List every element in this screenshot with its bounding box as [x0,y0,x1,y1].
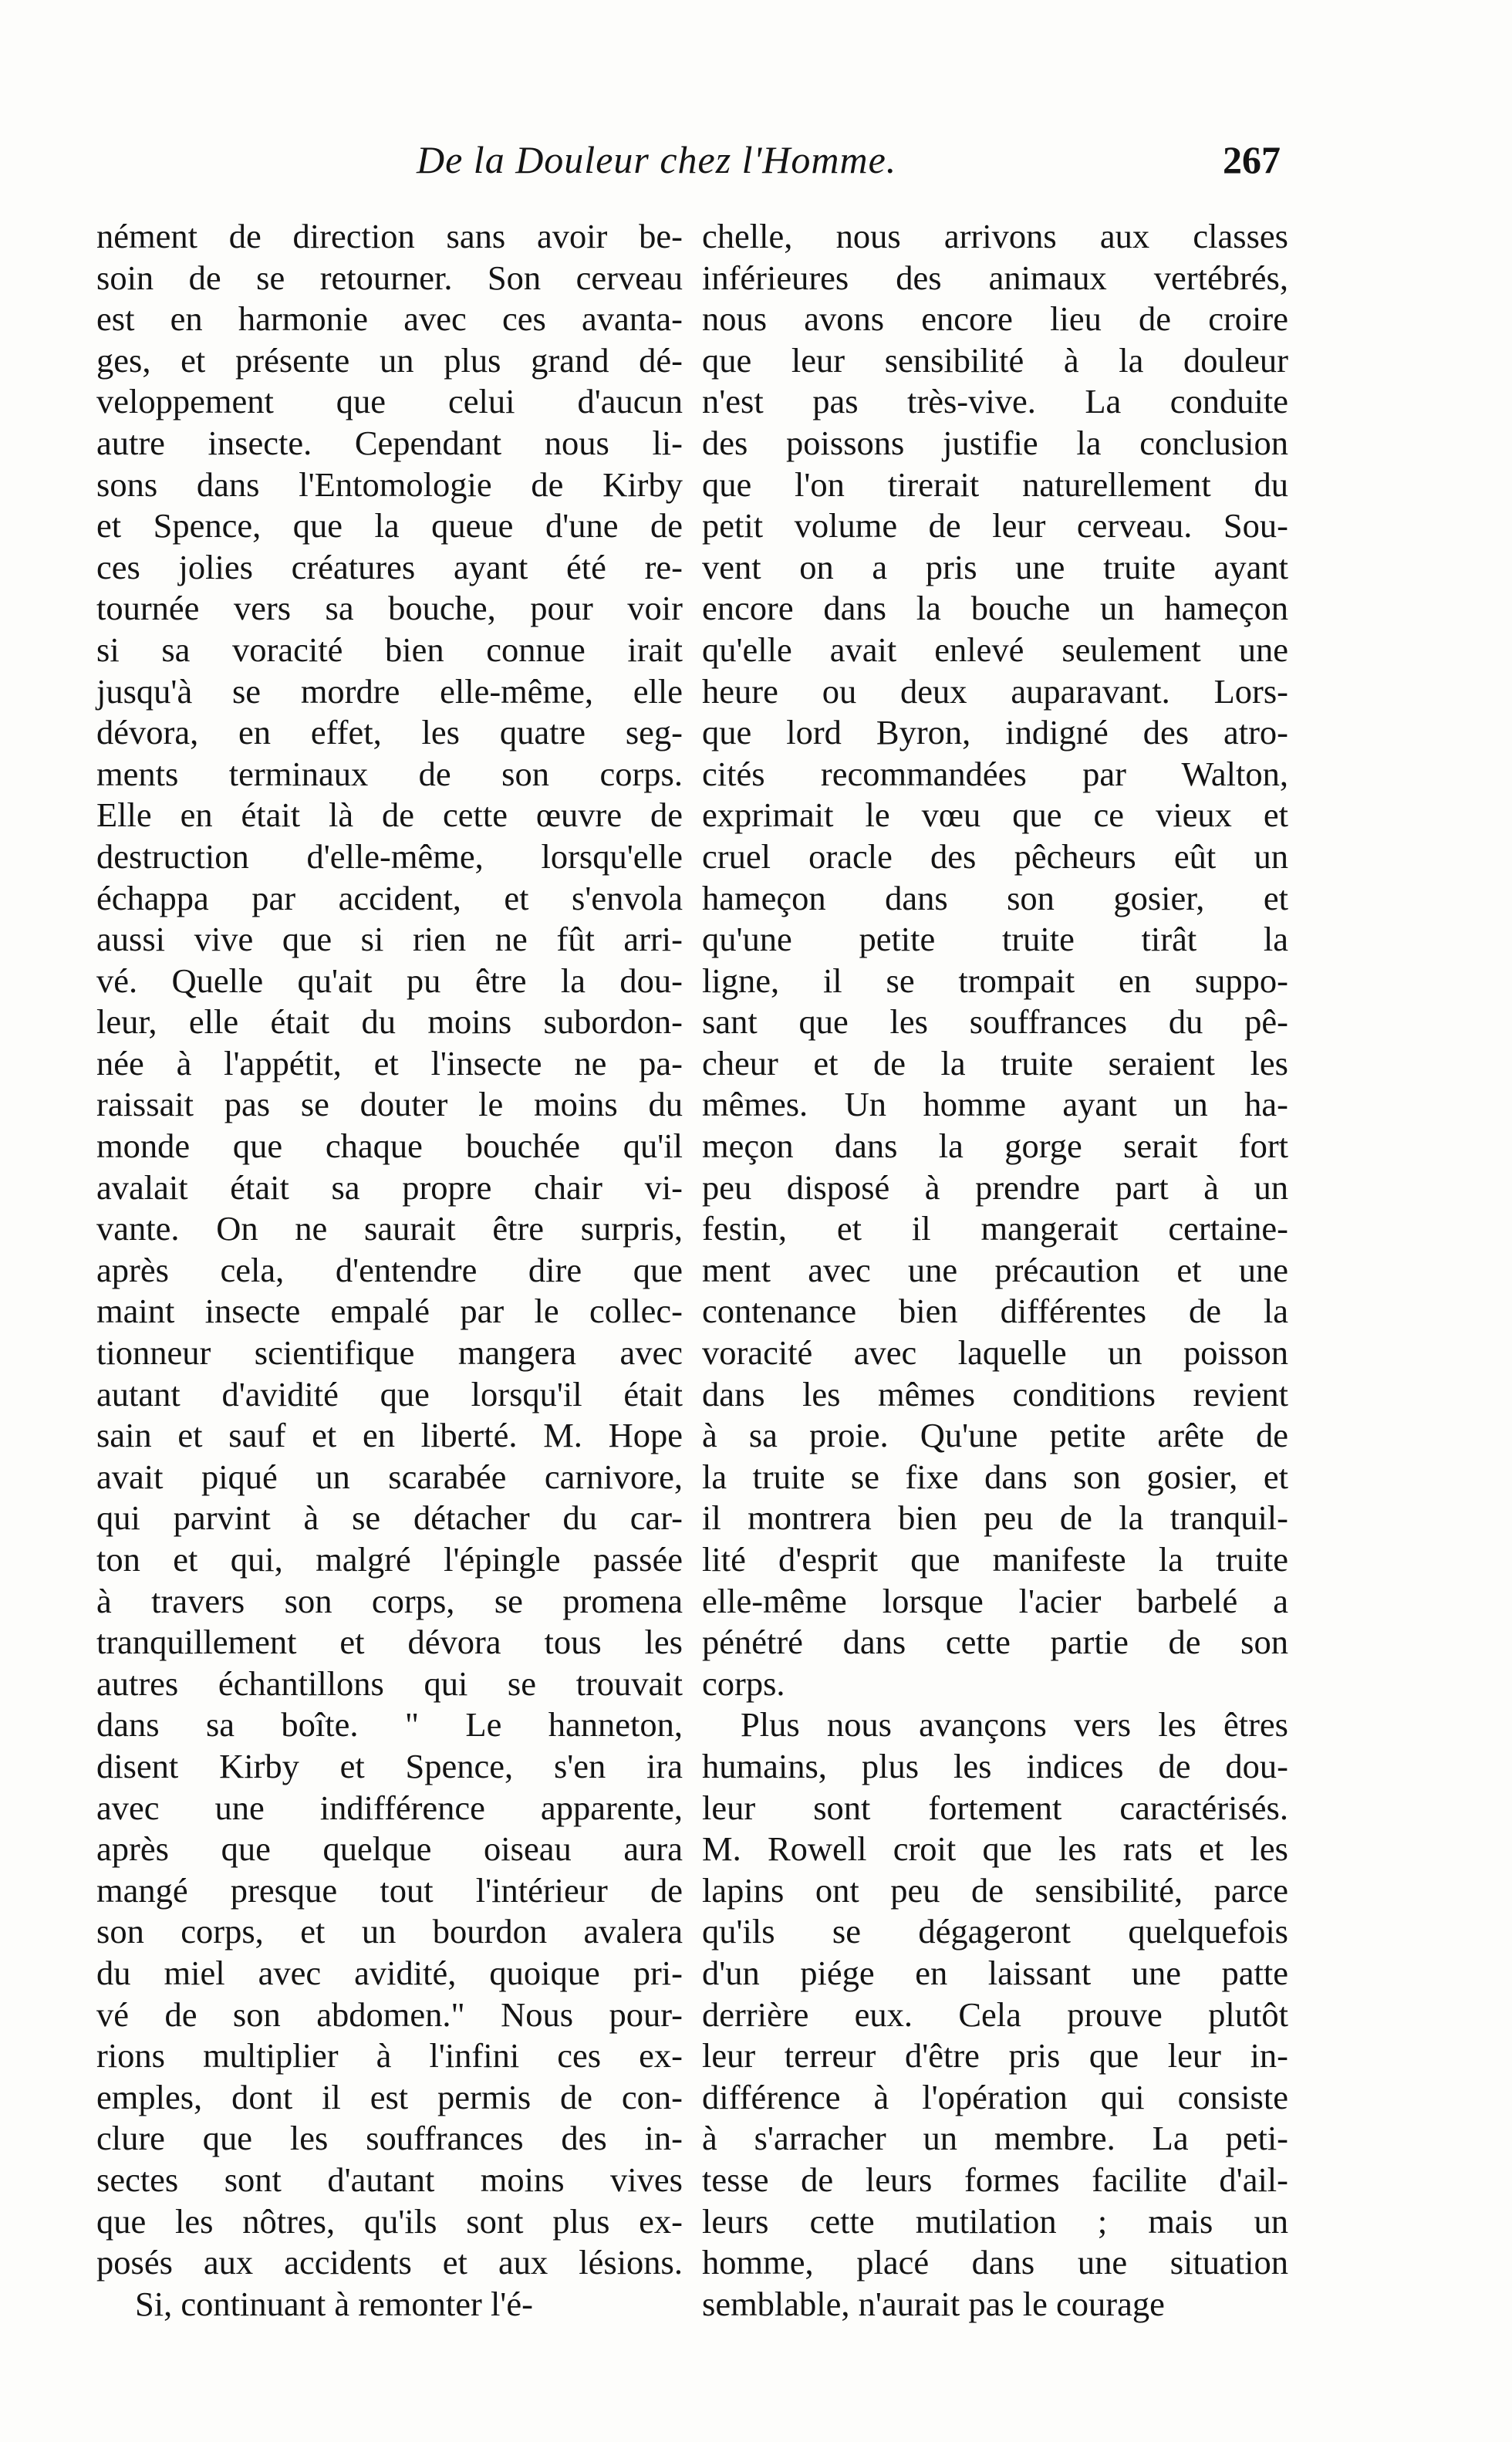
text-line: cités recommandées par Walton, [702,754,1288,793]
text-line: échappa par accident, et s'envola [96,878,683,917]
text-line: que lord Byron, indigné des atro- [702,713,1288,752]
text-line: la truite se fixe dans son gosier, et [702,1457,1288,1496]
text-line: tranquillement et dévora tous les [96,1623,683,1662]
text-line: avalait était sa propre chair vi- [96,1167,683,1207]
text-line: homme, placé dans une situation [702,2243,1288,2282]
text-line: que les nôtres, qu'ils sont plus ex- [96,2201,683,2241]
text-line: tionneur scientifique mangera avec [96,1333,683,1373]
text-line: est en harmonie avec ces avanta- [96,299,683,339]
text-line: autant d'avidité que lorsqu'il était [96,1374,683,1414]
text-line: petit volume de leur cerveau. Sou- [702,506,1288,545]
text-line: après cela, d'entendre dire que [96,1250,683,1289]
text-line: nous avons encore lieu de croire [702,299,1288,339]
text-line: posés aux accidents et aux lésions. [96,2243,683,2282]
text-line: Si, continuant à remonter l'é- [135,2284,533,2323]
text-line: sain et sauf et en liberté. M. Hope [96,1416,683,1455]
text-line: ment avec une précaution et une [702,1250,1288,1289]
text-line: ligne, il se trompait en suppo- [702,961,1288,1000]
text-line: voracité avec laquelle un poisson [702,1333,1288,1373]
text-line: qui parvint à se détacher du car- [96,1498,683,1538]
text-line: exprimait le vœu que ce vieux et [702,795,1288,835]
text-line: sectes sont d'autant moins vives [96,2160,683,2199]
running-title: De la Douleur chez l'Homme. [417,138,897,181]
text-line: monde que chaque bouchée qu'il [96,1126,683,1166]
right-text-column [702,216,1288,2325]
text-line: humains, plus les indices de dou- [702,1746,1288,1785]
text-line: disent Kirby et Spence, s'en ira [96,1746,683,1785]
page-header [417,137,1281,199]
text-line: jusqu'à se mordre elle-même, elle [96,671,683,711]
text-line: sons dans l'Entomologie de Kirby [96,464,683,504]
text-line: inférieures des animaux vertébrés, [702,258,1288,297]
text-line: vante. On ne saurait être surpris, [96,1209,683,1248]
text-line: ton et qui, malgré l'épingle passée [96,1540,683,1579]
text-line: emples, dont il est permis de con- [96,2077,683,2116]
text-line: avait piqué un scarabée carnivore, [96,1457,683,1496]
text-line: il montrera bien peu de la tranquil- [702,1498,1288,1538]
text-line: clure que les souffrances des in- [96,2119,683,2158]
text-line: hameçon dans son gosier, et [702,878,1288,917]
text-line: raissait pas se douter le moins du [96,1085,683,1124]
text-line: tesse de leurs formes facilite d'ail- [702,2160,1288,2199]
text-line: vé de son abdomen." Nous pour- [96,1994,683,2034]
text-line: derrière eux. Cela prouve plutôt [702,1994,1288,2034]
text-line: avec une indifférence apparente, [96,1788,683,1827]
text-line: meçon dans la gorge serait fort [702,1126,1288,1166]
text-line: d'un piége en laissant une patte [702,1953,1288,1992]
text-line: des poissons justifie la conclusion [702,423,1288,462]
text-line: vé. Quelle qu'ait pu être la dou- [96,961,683,1000]
page-number: 267 [1223,138,1281,181]
text-line: vent on a pris une truite ayant [702,547,1288,586]
text-line: du miel avec avidité, quoique pri- [96,1953,683,1992]
text-line: nément de direction sans avoir be- [96,217,683,255]
text-line: soin de se retourner. Son cerveau [96,258,683,297]
text-line: qu'ils se dégageront quelquefois [702,1912,1288,1951]
text-line: ges, et présente un plus grand dé- [96,340,683,380]
text-line: sant que les souffrances du pê- [702,1002,1288,1042]
text-line: que l'on tirerait naturellement du [702,464,1288,504]
text-line: dévora, en effet, les quatre seg- [96,713,683,752]
text-line: n'est pas très-vive. La conduite [702,382,1288,421]
text-line: née à l'appétit, et l'insecte ne pa- [96,1043,683,1083]
text-line: elle-même lorsque l'acier barbelé a [702,1581,1288,1620]
text-line: à sa proie. Qu'une petite arête de [702,1416,1288,1455]
text-line: mangé presque tout l'intérieur de [96,1870,683,1910]
text-line: cheur et de la truite seraient les [702,1043,1288,1083]
text-line: leurs cette mutilation ; mais un [702,2201,1288,2241]
text-line: chelle, nous arrivons aux classes [702,217,1288,255]
text-line: cruel oracle des pêcheurs eût un [702,836,1288,876]
text-line: maint insecte empalé par le collec- [96,1292,683,1331]
text-line: ces jolies créatures ayant été re- [96,547,683,586]
text-line: dans sa boîte. " Le hanneton, [96,1705,683,1745]
text-line: autre insecte. Cependant nous li- [96,423,683,462]
text-line: aussi vive que si rien ne fût arri- [96,920,683,959]
text-line: Plus nous avançons vers les êtres [741,1705,1288,1745]
text-line: après que quelque oiseau aura [96,1829,683,1869]
text-line: qu'une petite truite tirât la [702,920,1288,959]
text-line: rions multiplier à l'infini ces ex- [96,2036,683,2076]
text-line: Elle en était là de cette œuvre de [96,795,683,835]
left-text-column [96,216,683,2325]
text-line: leur, elle était du moins subordon- [96,1002,683,1042]
text-line: qu'elle avait enlevé seulement une [702,630,1288,669]
text-line: ments terminaux de son corps. [96,754,683,793]
text-line: son corps, et un bourdon avalera [96,1912,683,1951]
text-line: dans les mêmes conditions revient [702,1374,1288,1414]
text-line: leur terreur d'être pris que leur in- [702,2036,1288,2076]
text-line: à travers son corps, se promena [96,1581,683,1620]
text-line: veloppement que celui d'aucun [96,382,683,421]
text-line: lité d'esprit que manifeste la truite [702,1540,1288,1579]
text-line: heure ou deux auparavant. Lors- [702,671,1288,711]
text-line: destruction d'elle-même, lorsqu'elle [96,836,683,876]
text-line: lapins ont peu de sensibilité, parce [702,1870,1288,1910]
text-line: M. Rowell croit que les rats et les [702,1829,1288,1869]
text-line: tournée vers sa bouche, pour voir [96,589,683,628]
text-line: contenance bien différentes de la [702,1292,1288,1331]
text-line: si sa voracité bien connue irait [96,630,683,669]
text-line: autres échantillons qui se trouvait [96,1663,683,1703]
text-line: et Spence, que la queue d'une de [96,506,683,545]
text-line: semblable, n'aurait pas le courage [702,2284,1165,2323]
text-line: que leur sensibilité à la douleur [702,340,1288,380]
text-line: différence à l'opération qui consiste [702,2077,1288,2116]
text-line: pénétré dans cette partie de son [702,1623,1288,1662]
text-line: mêmes. Un homme ayant un ha- [702,1085,1288,1124]
text-line: corps. [702,1663,785,1703]
text-line: leur sont fortement caractérisés. [702,1788,1288,1827]
text-line: festin, et il mangerait certaine- [702,1209,1288,1248]
text-line: encore dans la bouche un hameçon [702,589,1288,628]
text-line: à s'arracher un membre. La peti- [702,2119,1288,2158]
text-line: peu disposé à prendre part à un [702,1167,1288,1207]
